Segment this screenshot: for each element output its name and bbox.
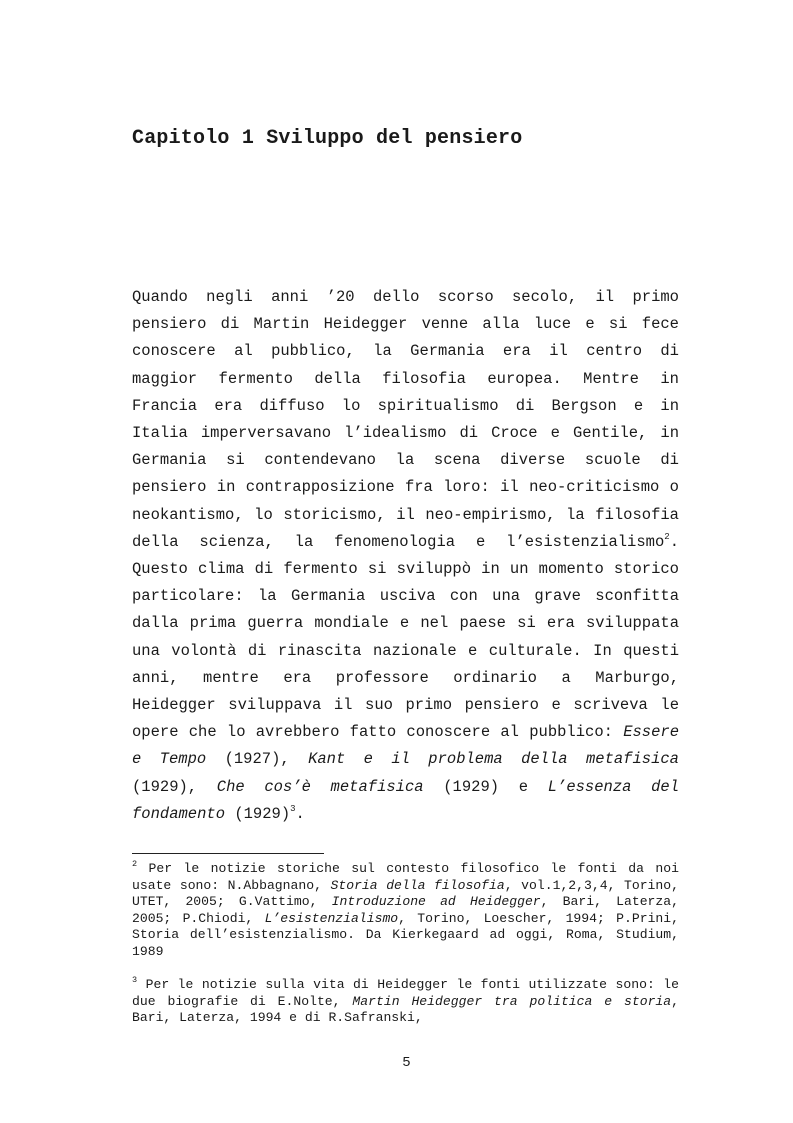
footnote-ref-3[interactable]: 3 bbox=[290, 803, 296, 814]
footnote-separator bbox=[132, 853, 324, 854]
page-number: 5 bbox=[402, 1055, 411, 1071]
text-run: (1927), bbox=[206, 750, 309, 769]
work-title: Che cos’è metafisica bbox=[216, 777, 424, 796]
text-run: . bbox=[295, 804, 305, 823]
footnote-2 bbox=[132, 861, 679, 961]
work-title: Essere e Tempo bbox=[132, 723, 679, 769]
text-run: (1929), bbox=[132, 777, 217, 796]
text-run: (1929) e bbox=[423, 777, 548, 796]
chapter-title: Capitolo 1 Sviluppo del pensiero bbox=[132, 127, 523, 150]
footnote-number: 2 bbox=[132, 859, 138, 869]
footnote-3 bbox=[132, 977, 679, 1027]
text-run: (1929) bbox=[225, 804, 291, 823]
text-run: Per le notizie sulla vita di Heidegger le fonti utilizzate sono: le due biografie di E.Nolte, bbox=[132, 977, 679, 1009]
text-run: Per le notizie storiche sul contesto filosofico le fonti da noi usate sono: N.Abbagnano, bbox=[132, 861, 679, 893]
work-title: Storia della filosofia bbox=[330, 877, 505, 893]
text-run: Quando negli anni ’20 dello scorso secolo, il primo pensiero di Martin Heidegger venne alla luce e si fece conoscere al pubblico, la Germania era il centro di maggior fermento della filosofia europea. Mentre in Francia era diffuso lo spiritualismo di Bergson e in Italia imperversavano l’idealismo di Croce e Gentile, in Germania si contendevano la scena diverse scuole di pensiero in contrapposizione fra loro: il neo-criticismo o neokantismo, lo storicismo, il neo-empirismo, la filosofia della scienza, la fenomenologia e l’esistenzialismo bbox=[132, 288, 679, 551]
footnote-number: 3 bbox=[132, 975, 138, 985]
work-title: L’essenza del fondamento bbox=[132, 777, 680, 823]
text-run: , Torino, Loescher, 1994; P.Prini, Storia dell’esistenzialismo. Da Kierkegaard ad oggi, Roma, Studium, 1989 bbox=[132, 910, 679, 959]
text-run: . Questo clima di fermento si sviluppò in un momento storico particolare: la Germania usciva con una grave sconfitta dalla prima guerra mondiale e nel paese si era sviluppata una volontà di rinascita nazionale e culturale. In questi anni, mentre era professore ordinario a Marburgo, Heidegger sviluppava il suo primo pensiero e scriveva le opere che lo avrebbero fatto conoscere al pubblico: bbox=[132, 532, 679, 742]
text-run: , Bari, Laterza, 2005; P.Chiodi, bbox=[132, 894, 679, 926]
body-paragraph bbox=[132, 284, 679, 828]
text-run: , vol.1,2,3,4, Torino, UTET, 2005; G.Vattimo, bbox=[132, 877, 679, 910]
text-run: , Bari, Laterza, 1994 e di R.Safranski, bbox=[132, 993, 680, 1026]
work-title: Introduzione ad Heidegger bbox=[331, 894, 541, 910]
footnote-ref-2[interactable]: 2 bbox=[664, 531, 670, 542]
work-title: Kant e il problema della metafisica bbox=[308, 750, 679, 769]
work-title: Martin Heidegger tra politica e storia bbox=[352, 993, 672, 1009]
work-title: L’esistenzialismo bbox=[264, 910, 399, 926]
